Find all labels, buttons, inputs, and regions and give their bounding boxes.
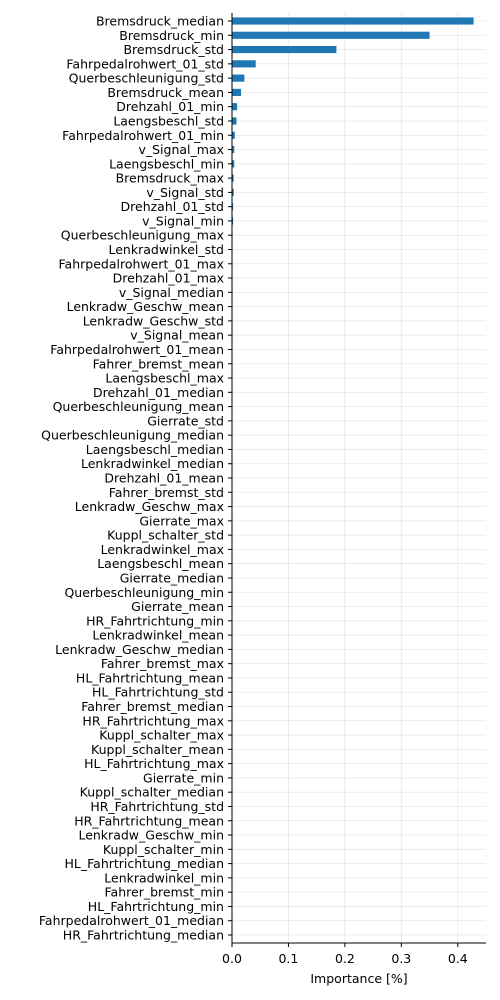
y-tick-label: Kuppl_schalter_max: [99, 727, 224, 743]
bar: [232, 60, 256, 67]
axes: [228, 13, 486, 947]
y-tick-label: Fahrpedalrohwert_01_min: [62, 127, 224, 143]
y-tick-label: Lenkradw_Geschw_min: [78, 827, 224, 843]
y-tick-label: Fahrpedalrohwert_01_max: [58, 256, 224, 272]
bar: [232, 89, 241, 96]
y-tick-label: Lenkradwinkel_mean: [92, 627, 224, 643]
y-tick-label: Drehzahl_01_mean: [104, 470, 224, 486]
y-tick-label: Lenkradw_Geschw_mean: [66, 299, 224, 315]
y-tick-label: v_Signal_mean: [130, 327, 224, 343]
y-tick-labels: [39, 14, 224, 943]
y-tick-label: Bremsdruck_mean: [107, 84, 224, 100]
bars: [232, 17, 474, 638]
bar: [232, 32, 430, 39]
bar: [232, 46, 336, 53]
y-tick-label: v_Signal_std: [146, 184, 224, 200]
y-tick-label: Gierrate_max: [139, 513, 224, 529]
y-tick-label: Drehzahl_01_min: [116, 99, 224, 115]
y-tick-label: HR_Fahrtrichtung_min: [86, 613, 224, 629]
y-tick-label: Bremsdruck_median: [95, 13, 224, 29]
y-tick-label: Kuppl_schalter_median: [79, 784, 224, 800]
x-tick-label: 0.3: [391, 951, 412, 966]
y-tick-label: Fahrer_bremst_min: [104, 884, 224, 900]
y-tick-label: HL_Fahrtrichtung_max: [84, 756, 224, 772]
bar: [232, 103, 237, 110]
y-tick-label: Lenkradw_Geschw_median: [55, 641, 224, 657]
y-tick-label: Kuppl_schalter_min: [102, 841, 224, 857]
y-tick-label: v_Signal_min: [142, 213, 224, 229]
x-tick-label: 0.4: [447, 951, 468, 966]
y-tick-label: Lenkradw_Geschw_std: [82, 313, 224, 329]
bar: [232, 17, 474, 24]
x-tick-label: 0.1: [278, 951, 299, 966]
y-tick-label: HR_Fahrtrichtung_median: [62, 927, 224, 943]
x-axis-title: Importance [%]: [310, 971, 408, 986]
y-tick-label: Gierrate_std: [147, 413, 224, 429]
y-tick-label: Querbeschleunigung_median: [41, 427, 224, 443]
y-tick-label: HL_Fahrtrichtung_median: [64, 856, 224, 872]
y-tick-label: Lenkradwinkel_std: [108, 242, 224, 257]
y-tick-label: Drehzahl_01_std: [120, 199, 224, 215]
x-tick-label: 0.2: [334, 951, 355, 966]
y-tick-label: HL_Fahrtrichtung_std: [92, 684, 224, 700]
y-tick-label: Bremsdruck_std: [123, 42, 224, 58]
y-tick-label: Kuppl_schalter_std: [107, 527, 224, 543]
y-tick-label: Laengsbeschl_min: [109, 156, 224, 172]
y-tick-label: Fahrer_bremst_median: [81, 699, 224, 714]
y-tick-label: Querbeschleunigung_max: [60, 227, 224, 243]
bar: [232, 117, 237, 124]
y-tick-label: Querbeschleunigung_mean: [52, 399, 224, 415]
y-tick-label: Bremsdruck_max: [115, 170, 224, 186]
y-tick-label: Lenkradwinkel_median: [80, 456, 224, 472]
y-tick-label: Drehzahl_01_max: [112, 270, 224, 286]
y-tick-label: v_Signal_median: [118, 284, 224, 300]
y-tick-label: Fahrpedalrohwert_01_median: [38, 913, 224, 929]
y-tick-label: Laengsbeschl_max: [105, 370, 224, 386]
bar: [232, 75, 244, 82]
y-tick-label: Gierrate_median: [119, 570, 224, 586]
x-tick-labels: [222, 951, 468, 966]
y-tick-label: Fahrer_bremst_max: [100, 656, 224, 672]
y-tick-label: Kuppl_schalter_mean: [91, 741, 224, 757]
y-tick-label: HR_Fahrtrichtung_mean: [74, 813, 224, 829]
y-tick-label: Fahrer_bremst_mean: [92, 356, 224, 372]
y-tick-label: Fahrpedalrohwert_01_std: [66, 56, 224, 72]
y-tick-label: Drehzahl_01_median: [93, 384, 224, 400]
y-tick-label: Lenkradwinkel_max: [100, 541, 224, 557]
y-tick-label: Laengsbeschl_median: [85, 441, 224, 457]
y-tick-label: Laengsbeschl_mean: [97, 556, 224, 572]
y-tick-label: Querbeschleunigung_min: [64, 584, 224, 600]
y-tick-label: Gierrate_min: [143, 770, 224, 786]
y-tick-label: Laengsbeschl_std: [113, 113, 224, 129]
y-tick-label: Lenkradwinkel_min: [104, 870, 224, 886]
y-tick-label: Fahrpedalrohwert_01_mean: [50, 341, 224, 357]
y-tick-label: Fahrer_bremst_std: [108, 484, 224, 500]
y-tick-label: HL_Fahrtrichtung_mean: [75, 670, 224, 686]
y-tick-label: HL_Fahrtrichtung_min: [87, 898, 224, 914]
grid-lines: [232, 13, 486, 943]
y-tick-label: Gierrate_mean: [131, 599, 224, 615]
y-tick-label: v_Signal_max: [138, 142, 224, 158]
x-tick-label: 0.0: [222, 951, 242, 966]
y-tick-label: HR_Fahrtrichtung_std: [90, 798, 224, 814]
y-tick-label: Lenkradw_Geschw_max: [74, 499, 224, 515]
y-tick-label: Querbeschleunigung_std: [68, 70, 224, 86]
y-tick-label: Bremsdruck_min: [119, 27, 224, 43]
y-tick-label: HR_Fahrtrichtung_max: [82, 713, 224, 729]
